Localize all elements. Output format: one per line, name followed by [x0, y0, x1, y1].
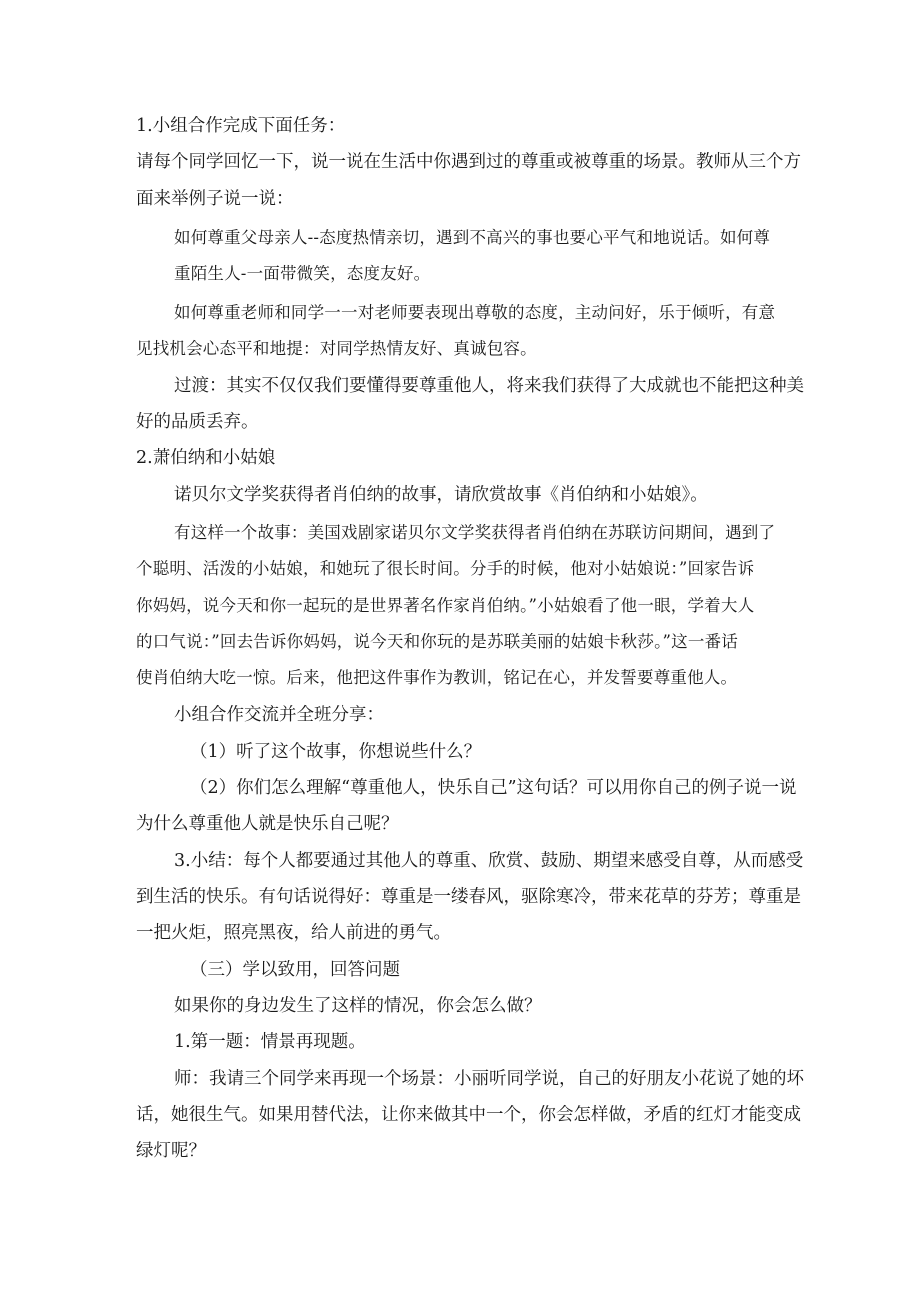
question-heading: 1.第一题：情景再现题。: [174, 1032, 366, 1052]
paragraph-line: 诺贝尔文学奖获得者肖伯纳的故事，请欣赏故事《肖伯纳和小姑娘》。: [174, 485, 708, 505]
paragraph-line: 如何尊重老师和同学一一对老师要表现出尊敬的态度，主动问好，乐于倾听，有意: [174, 303, 776, 322]
paragraph-line: 面来举例子说一说：: [136, 189, 294, 209]
paragraph-line: 好的品质丢弃。: [136, 412, 259, 432]
section-heading: （三）学以致用，回答问题: [190, 960, 400, 980]
paragraph-line: 你妈妈，说今天和你一起玩的是世界著名作家肖伯纳。”小姑娘看了他一眼，学着大人: [136, 596, 755, 615]
paragraph-line: 个聪明、活泼的小姑娘，和她玩了很长时间。分手的时候，他对小姑娘说：”回家告诉: [136, 559, 755, 578]
paragraph-line: 的口气说：”回去告诉你妈妈，说今天和你玩的是苏联美丽的姑娘卡秋莎。”这一番话: [136, 632, 738, 651]
paragraph-line: 如果你的身边发生了这样的情况，你会怎么做？: [174, 996, 542, 1016]
heading-story: 2.萧伯纳和小姑娘: [136, 448, 276, 468]
paragraph-line: 绿灯呢？: [136, 1141, 206, 1161]
paragraph-line: 师：我请三个同学来再现一个场景：小丽听同学说，自己的好朋友小花说了她的坏: [174, 1069, 804, 1089]
paragraph-line: 为什么尊重他人就是快乐自己呢？: [136, 814, 399, 834]
paragraph-line: 话，她很生气。如果用替代法，让你来做其中一个，你会怎样做，矛盾的红灯才能变成: [136, 1105, 801, 1125]
paragraph-line: 重陌生人-一面带微笑，态度友好。: [174, 264, 431, 283]
paragraph-line: 一把火炬，照亮黑夜，给人前进的勇气。: [136, 923, 451, 943]
paragraph-line: 小组合作交流并全班分享：: [174, 705, 384, 725]
paragraph-line: 如何尊重父母亲人--态度热情亲切，遇到不高兴的事也要心平气和地说话。如何尊: [174, 228, 771, 247]
summary-line: 3.小结：每个人都要通过其他人的尊重、欣赏、鼓励、期望来感受自尊，从而感受: [174, 851, 804, 871]
paragraph-line: 见找机会心态平和地提：对同学热情友好、真诚包容。: [136, 339, 537, 358]
paragraph-line: 过渡：其实不仅仅我们要懂得要尊重他人，将来我们获得了大成就也不能把这种美: [174, 376, 804, 396]
paragraph-line: 到生活的快乐。有句话说得好：尊重是一缕春风，驱除寒冷，带来花草的芬芳；尊重是: [136, 887, 801, 907]
heading-task-1: 1.小组合作完成下面任务：: [136, 116, 346, 136]
paragraph-line: 有这样一个故事：美国戏剧家诺贝尔文学奖获得者肖伯纳在苏联访问期间，遇到了: [174, 523, 776, 542]
question-2: （2）你们怎么理解“尊重他人，快乐自己”这句话？可以用你自己的例子说一说: [190, 778, 797, 798]
paragraph-line: 使肖伯纳大吃一惊。后来，他把这件事作为教训，铭记在心，并发誓要尊重他人。: [136, 668, 738, 687]
question-1: （1）听了这个故事，你想说些什么？: [190, 742, 482, 762]
paragraph-line: 请每个同学回忆一下，说一说在生活中你遇到过的尊重或被尊重的场景。教师从三个方: [136, 152, 801, 172]
